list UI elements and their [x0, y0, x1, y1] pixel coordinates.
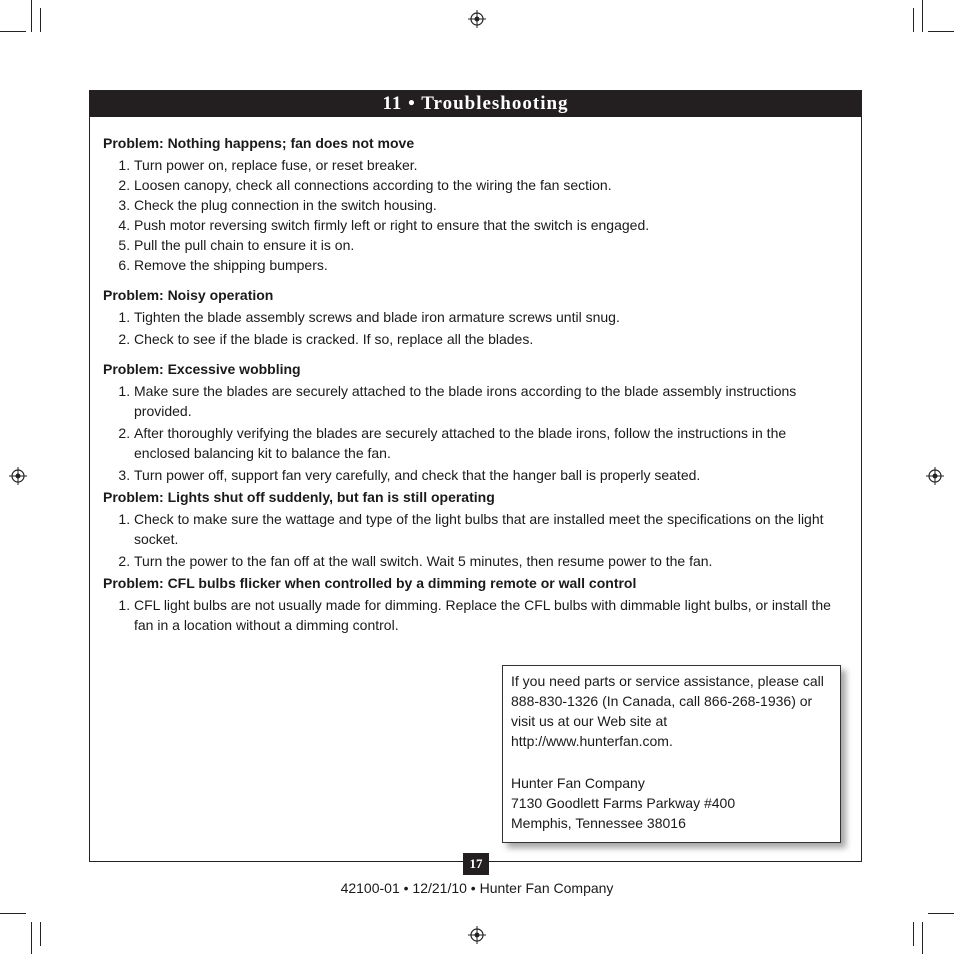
- crop-mark: [0, 913, 26, 914]
- service-contact-box: [502, 665, 841, 843]
- crop-mark: [913, 8, 914, 32]
- page-title: 11 • Troubleshooting: [90, 91, 861, 117]
- list-item: 1. Check to make sure the wattage and type of the light bulbs that are installed meet the specifications on the light socket.: [134, 509, 843, 549]
- troubleshooting-content: [103, 133, 843, 645]
- list-item: 2. Loosen canopy, check all connections according to the wiring the fan section.: [134, 175, 843, 195]
- crop-mark: [40, 8, 41, 32]
- page-frame: [89, 90, 862, 862]
- registration-mark-icon: [468, 926, 486, 944]
- list-item: 1. Make sure the blades are securely attached to the blade irons according to the blade assembly instructions provided.: [134, 381, 843, 421]
- problem-heading: Problem: CFL bulbs flicker when controlled by a dimming remote or wall control: [103, 575, 637, 591]
- step-list: [103, 381, 843, 485]
- crop-mark: [928, 913, 954, 914]
- problem-heading: Problem: Nothing happens; fan does not move: [103, 135, 415, 151]
- problem-heading: Problem: Excessive wobbling: [103, 361, 301, 377]
- list-item: 4. Push motor reversing switch firmly left or right to ensure that the switch is engaged.: [134, 215, 843, 235]
- step-list: [103, 307, 843, 349]
- contact-line: If you need parts or service assistance, please call: [511, 673, 824, 689]
- list-item: 1. Tighten the blade assembly screws and blade iron armature screws until snug.: [134, 307, 843, 327]
- problem-heading: Problem: Lights shut off suddenly, but fan is still operating: [103, 489, 495, 505]
- list-item: 1. Turn power on, replace fuse, or reset breaker.: [134, 155, 843, 175]
- document-footer: 42100-01 • 12/21/10 • Hunter Fan Company: [340, 880, 614, 896]
- website-link[interactable]: http://www.hunterfan.com.: [511, 733, 673, 749]
- list-item: 2. Check to see if the blade is cracked. If so, replace all the blades.: [134, 329, 843, 349]
- contact-line: 888-830-1326 (In Canada, call 866-268-1936) or: [511, 693, 813, 709]
- problem-section: [103, 133, 843, 275]
- problem-heading: Problem: Noisy operation: [103, 287, 274, 303]
- problem-section: [103, 573, 843, 635]
- crop-mark: [922, 922, 923, 954]
- registration-mark-icon: [9, 467, 27, 485]
- address-line: Memphis, Tennessee 38016: [511, 815, 686, 831]
- list-item: 1. CFL light bulbs are not usually made for dimming. Replace the CFL bulbs with dimmable light bulbs, or install the fan in a location without a dimming control.: [134, 595, 843, 635]
- problem-section: [103, 487, 843, 571]
- crop-mark: [913, 922, 914, 946]
- problem-section: [103, 359, 843, 485]
- list-item: 5. Pull the pull chain to ensure it is on.: [134, 235, 843, 255]
- step-list: [103, 155, 843, 275]
- crop-mark: [0, 31, 26, 32]
- crop-mark: [922, 0, 923, 32]
- problem-section: [103, 285, 843, 349]
- list-item: 3. Turn power off, support fan very carefully, and check that the hanger ball is properly seated.: [134, 465, 843, 485]
- company-name: Hunter Fan Company: [511, 775, 645, 791]
- step-list: [103, 595, 843, 635]
- registration-mark-icon: [468, 10, 486, 28]
- crop-mark: [928, 31, 954, 32]
- crop-mark: [40, 922, 41, 946]
- contact-line: visit us at our Web site at: [511, 713, 668, 729]
- crop-mark: [31, 922, 32, 954]
- step-list: [103, 509, 843, 571]
- crop-mark: [31, 0, 32, 32]
- list-item: 3. Check the plug connection in the switch housing.: [134, 195, 843, 215]
- list-item: 6. Remove the shipping bumpers.: [134, 255, 843, 275]
- address-line: 7130 Goodlett Farms Parkway #400: [511, 795, 736, 811]
- page-number: 17: [463, 853, 489, 875]
- list-item: 2. Turn the power to the fan off at the wall switch. Wait 5 minutes, then resume power to the fan.: [134, 551, 843, 571]
- list-item: 2. After thoroughly verifying the blades are securely attached to the blade irons, follow the instructions in the enclosed balancing kit to balance the fan.: [134, 423, 843, 463]
- registration-mark-icon: [926, 467, 944, 485]
